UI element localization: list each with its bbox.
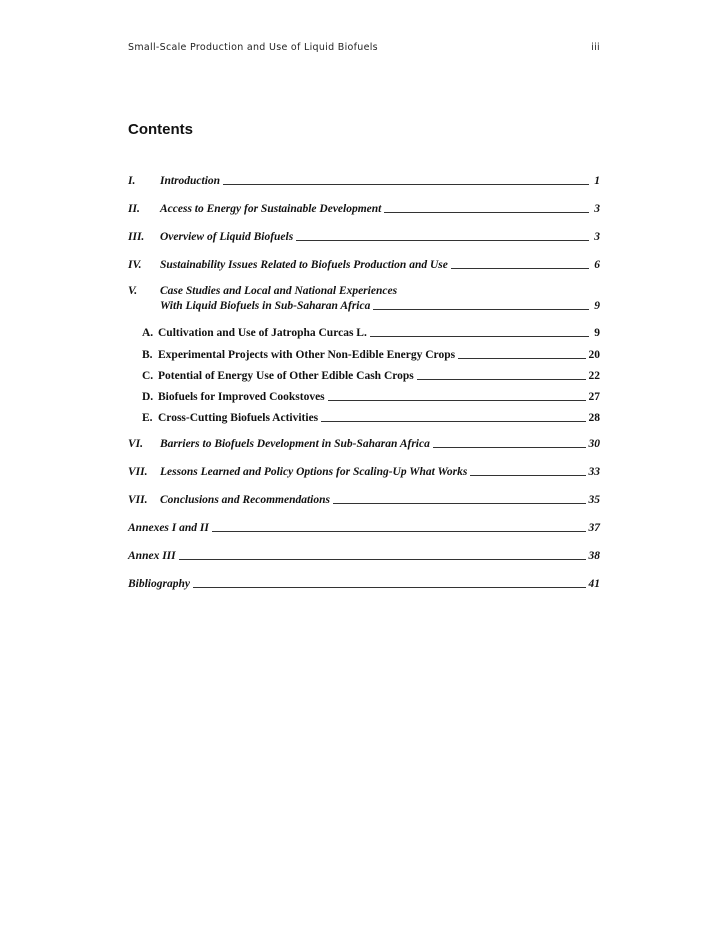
dot-leader [321, 421, 585, 422]
dot-leader [223, 184, 589, 185]
dot-leader [373, 309, 589, 310]
toc-entry-page: 3 [594, 203, 600, 215]
toc-entry-letter: E. [142, 412, 153, 424]
toc-entry-number: VI. [128, 438, 144, 450]
toc-entry-page: 30 [588, 438, 600, 450]
toc-entry-title-continued: With Liquid Biofuels in Sub-Saharan Africa [160, 300, 371, 312]
toc-subentry-jatropha[interactable] [142, 323, 600, 339]
toc-subentry-cookstoves[interactable] [142, 387, 600, 403]
dot-leader [417, 379, 586, 380]
toc-entry-number: VII. [128, 466, 148, 478]
toc-entry-number: II. [128, 203, 140, 215]
toc-entry-title: Biofuels for Improved Cookstoves [158, 391, 325, 403]
toc-entry-annexes-i-ii[interactable] [128, 518, 600, 534]
dot-leader [179, 559, 586, 560]
toc-entry-title: Overview of Liquid Biofuels [160, 231, 294, 243]
toc-entry-page: 35 [588, 494, 600, 506]
toc-entry-number: V. [128, 285, 138, 297]
toc-entry-title: Potential of Energy Use of Other Edible Cash Crops [158, 370, 414, 382]
toc-entry-title: Annexes I and II [128, 522, 209, 534]
toc-entry-page: 9 [594, 300, 600, 312]
toc-entry-lessons-learned[interactable] [128, 462, 600, 478]
toc-entry-number: I. [128, 175, 136, 187]
toc-entry-page: 9 [594, 327, 600, 339]
toc-entry-letter: C. [142, 370, 154, 382]
dot-leader [296, 240, 589, 241]
toc-entry-title: Annex III [128, 550, 176, 562]
toc-entry-page: 33 [588, 466, 600, 478]
toc-entry-page: 6 [594, 259, 600, 271]
dot-leader [333, 503, 586, 504]
toc-entry-title: Bibliography [128, 578, 190, 590]
toc-entry-bibliography[interactable] [128, 574, 600, 590]
toc-subentry-experimental-projects[interactable] [142, 345, 600, 361]
toc-entry-title: Sustainability Issues Related to Biofuels Production and Use [160, 259, 448, 271]
dot-leader [328, 400, 586, 401]
dot-leader [458, 358, 585, 359]
toc-entry-overview[interactable] [128, 227, 600, 243]
dot-leader [193, 587, 586, 588]
toc-entry-number: III. [128, 231, 145, 243]
dot-leader [384, 212, 589, 213]
toc-entry-title: Conclusions and Recommendations [160, 494, 330, 506]
dot-leader [370, 336, 589, 337]
toc-entry-title: Cultivation and Use of Jatropha Curcas L. [158, 327, 367, 339]
toc-entry-number: VII. [128, 494, 148, 506]
toc-entry-page: 22 [588, 370, 600, 382]
dot-leader [470, 475, 585, 476]
toc-entry-annex-iii[interactable] [128, 546, 600, 562]
toc-entry-case-studies-line1[interactable] [128, 281, 600, 297]
toc-entry-page: 38 [588, 550, 600, 562]
toc-subentry-cash-crops[interactable] [142, 366, 600, 382]
toc-entry-letter: B. [142, 349, 153, 361]
page-title: Contents [128, 121, 193, 138]
toc-entry-letter: A. [142, 327, 154, 339]
dot-leader [451, 268, 589, 269]
toc-entry-page: 3 [594, 231, 600, 243]
toc-entry-barriers[interactable] [128, 434, 600, 450]
toc-entry-page: 1 [594, 175, 600, 187]
toc-entry-title: Lessons Learned and Policy Options for Scaling-Up What Works [160, 466, 468, 478]
toc-entry-conclusions[interactable] [128, 490, 600, 506]
toc-entry-letter: D. [142, 391, 154, 403]
toc-entry-title: Case Studies and Local and National Experiences [160, 285, 398, 297]
toc-subentry-cross-cutting[interactable] [142, 408, 600, 424]
dot-leader [433, 447, 586, 448]
toc-entry-title: Experimental Projects with Other Non-Edible Energy Crops [158, 349, 456, 361]
dot-leader [212, 531, 586, 532]
toc-entry-title: Access to Energy for Sustainable Development [160, 203, 382, 215]
toc-entry-sustainability[interactable] [128, 255, 600, 271]
toc-entry-page: 37 [588, 522, 600, 534]
toc-entry-title: Barriers to Biofuels Development in Sub-Saharan Africa [160, 438, 430, 450]
toc-entry-title: Introduction [160, 175, 221, 187]
toc-entry-number: IV. [128, 259, 142, 271]
toc-entry-title: Cross-Cutting Biofuels Activities [158, 412, 319, 424]
running-title: Small-Scale Production and Use of Liquid Biofuels [128, 42, 378, 53]
toc-entry-case-studies-line2[interactable] [128, 296, 600, 312]
toc-entry-introduction[interactable] [128, 171, 600, 187]
page-number: iii [591, 42, 600, 53]
toc-entry-page: 28 [588, 412, 600, 424]
toc-entry-page: 27 [588, 391, 600, 403]
toc-entry-access-to-energy[interactable] [128, 199, 600, 215]
toc-entry-page: 41 [588, 578, 600, 590]
toc-entry-page: 20 [588, 349, 600, 361]
